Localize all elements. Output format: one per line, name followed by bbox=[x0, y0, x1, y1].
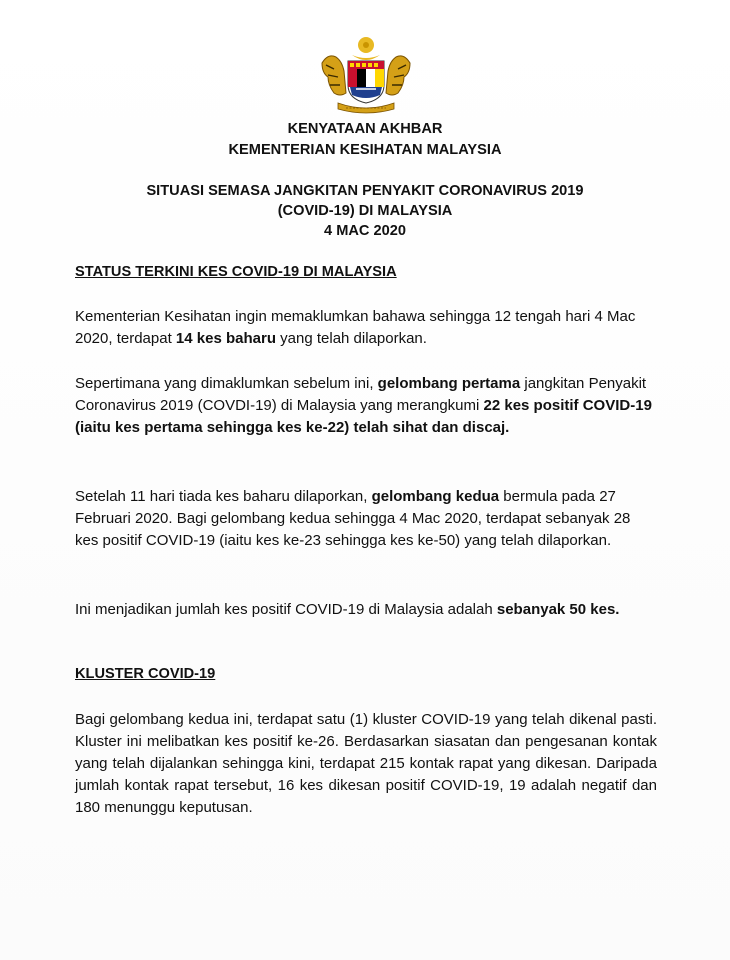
malaysia-coat-of-arms-icon bbox=[314, 35, 418, 115]
paragraph-cluster: Bagi gelombang kedua ini, terdapat satu (1) kluster COVID-19 yang telah dikenal pasti. Kluster ini melibatkan kes positif ke-26. Berdasarkan siasatan dan pengesanan kontak yang telah dijalankan sehingga kini, terdapat 215 kontak rapat yang dikesan. Daripada jumlah kontak rapat tersebut, 16 kes dikesan positif COVID-19, 19 adalah negatif dan 180 menunggu keputusan. bbox=[75, 711, 657, 816]
paragraph-text: Kementerian Kesihatan ingin memaklumkan bahawa sehingga 12 tengah hari 4 Mac 2020, terdapat bbox=[75, 308, 636, 347]
highlight-first-wave-cases: 22 kes positif COVID-19 (iaitu kes pertama sehingga kes ke-22) telah sihat dan discaj. bbox=[75, 397, 652, 436]
highlight-second-wave: gelombang kedua bbox=[371, 488, 500, 505]
statement-date: 4 MAC 2020 bbox=[324, 223, 406, 239]
paragraph-first-wave bbox=[75, 373, 657, 439]
paragraph-text: yang telah dilaporkan. bbox=[275, 330, 427, 347]
statement-subtitle-line2: (COVID-19) DI MALAYSIA bbox=[277, 203, 453, 219]
paragraph-text: bermula pada 27 Februari 2020. Bagi gelombang kedua sehingga 4 Mac 2020, terdapat sebanyak 28 kes positif COVID-19 (iaitu kes ke-23 sehingga kes ke-50) yang telah dilaporkan. bbox=[75, 488, 631, 549]
highlight-first-wave: gelombang pertama bbox=[377, 375, 521, 392]
paragraph-text: jangkitan Penyakit Coronavirus 2019 (COVDI-19) di Malaysia yang merangkumi bbox=[75, 375, 647, 414]
press-release-title: KENYATAAN AKHBAR bbox=[287, 121, 443, 137]
crest-star bbox=[358, 37, 374, 53]
paragraph-text: Ini menjadikan jumlah kes positif COVID-19 di Malaysia adalah bbox=[75, 601, 497, 618]
paragraph-second-wave bbox=[75, 486, 657, 552]
ministry-name: KEMENTERIAN KESIHATAN MALAYSIA bbox=[228, 142, 502, 158]
paragraph-new-cases bbox=[75, 306, 657, 350]
section-title-status: STATUS TERKINI KES COVID-19 DI MALAYSIA bbox=[75, 264, 397, 280]
paragraph-text: Setelah 11 hari tiada kes baharu dilaporkan, bbox=[75, 488, 372, 505]
paragraph-total-cases bbox=[75, 599, 657, 621]
highlight-total-cases: sebanyak 50 kes. bbox=[496, 601, 620, 618]
paragraph-text: Sepertimana yang dimaklumkan sebelum ini, bbox=[75, 375, 378, 392]
statement-subtitle-line1: SITUASI SEMASA JANGKITAN PENYAKIT CORONAVIRUS 2019 bbox=[146, 183, 584, 199]
highlight-new-cases: 14 kes baharu bbox=[175, 330, 276, 347]
section-title-cluster: KLUSTER COVID-19 bbox=[75, 666, 216, 682]
